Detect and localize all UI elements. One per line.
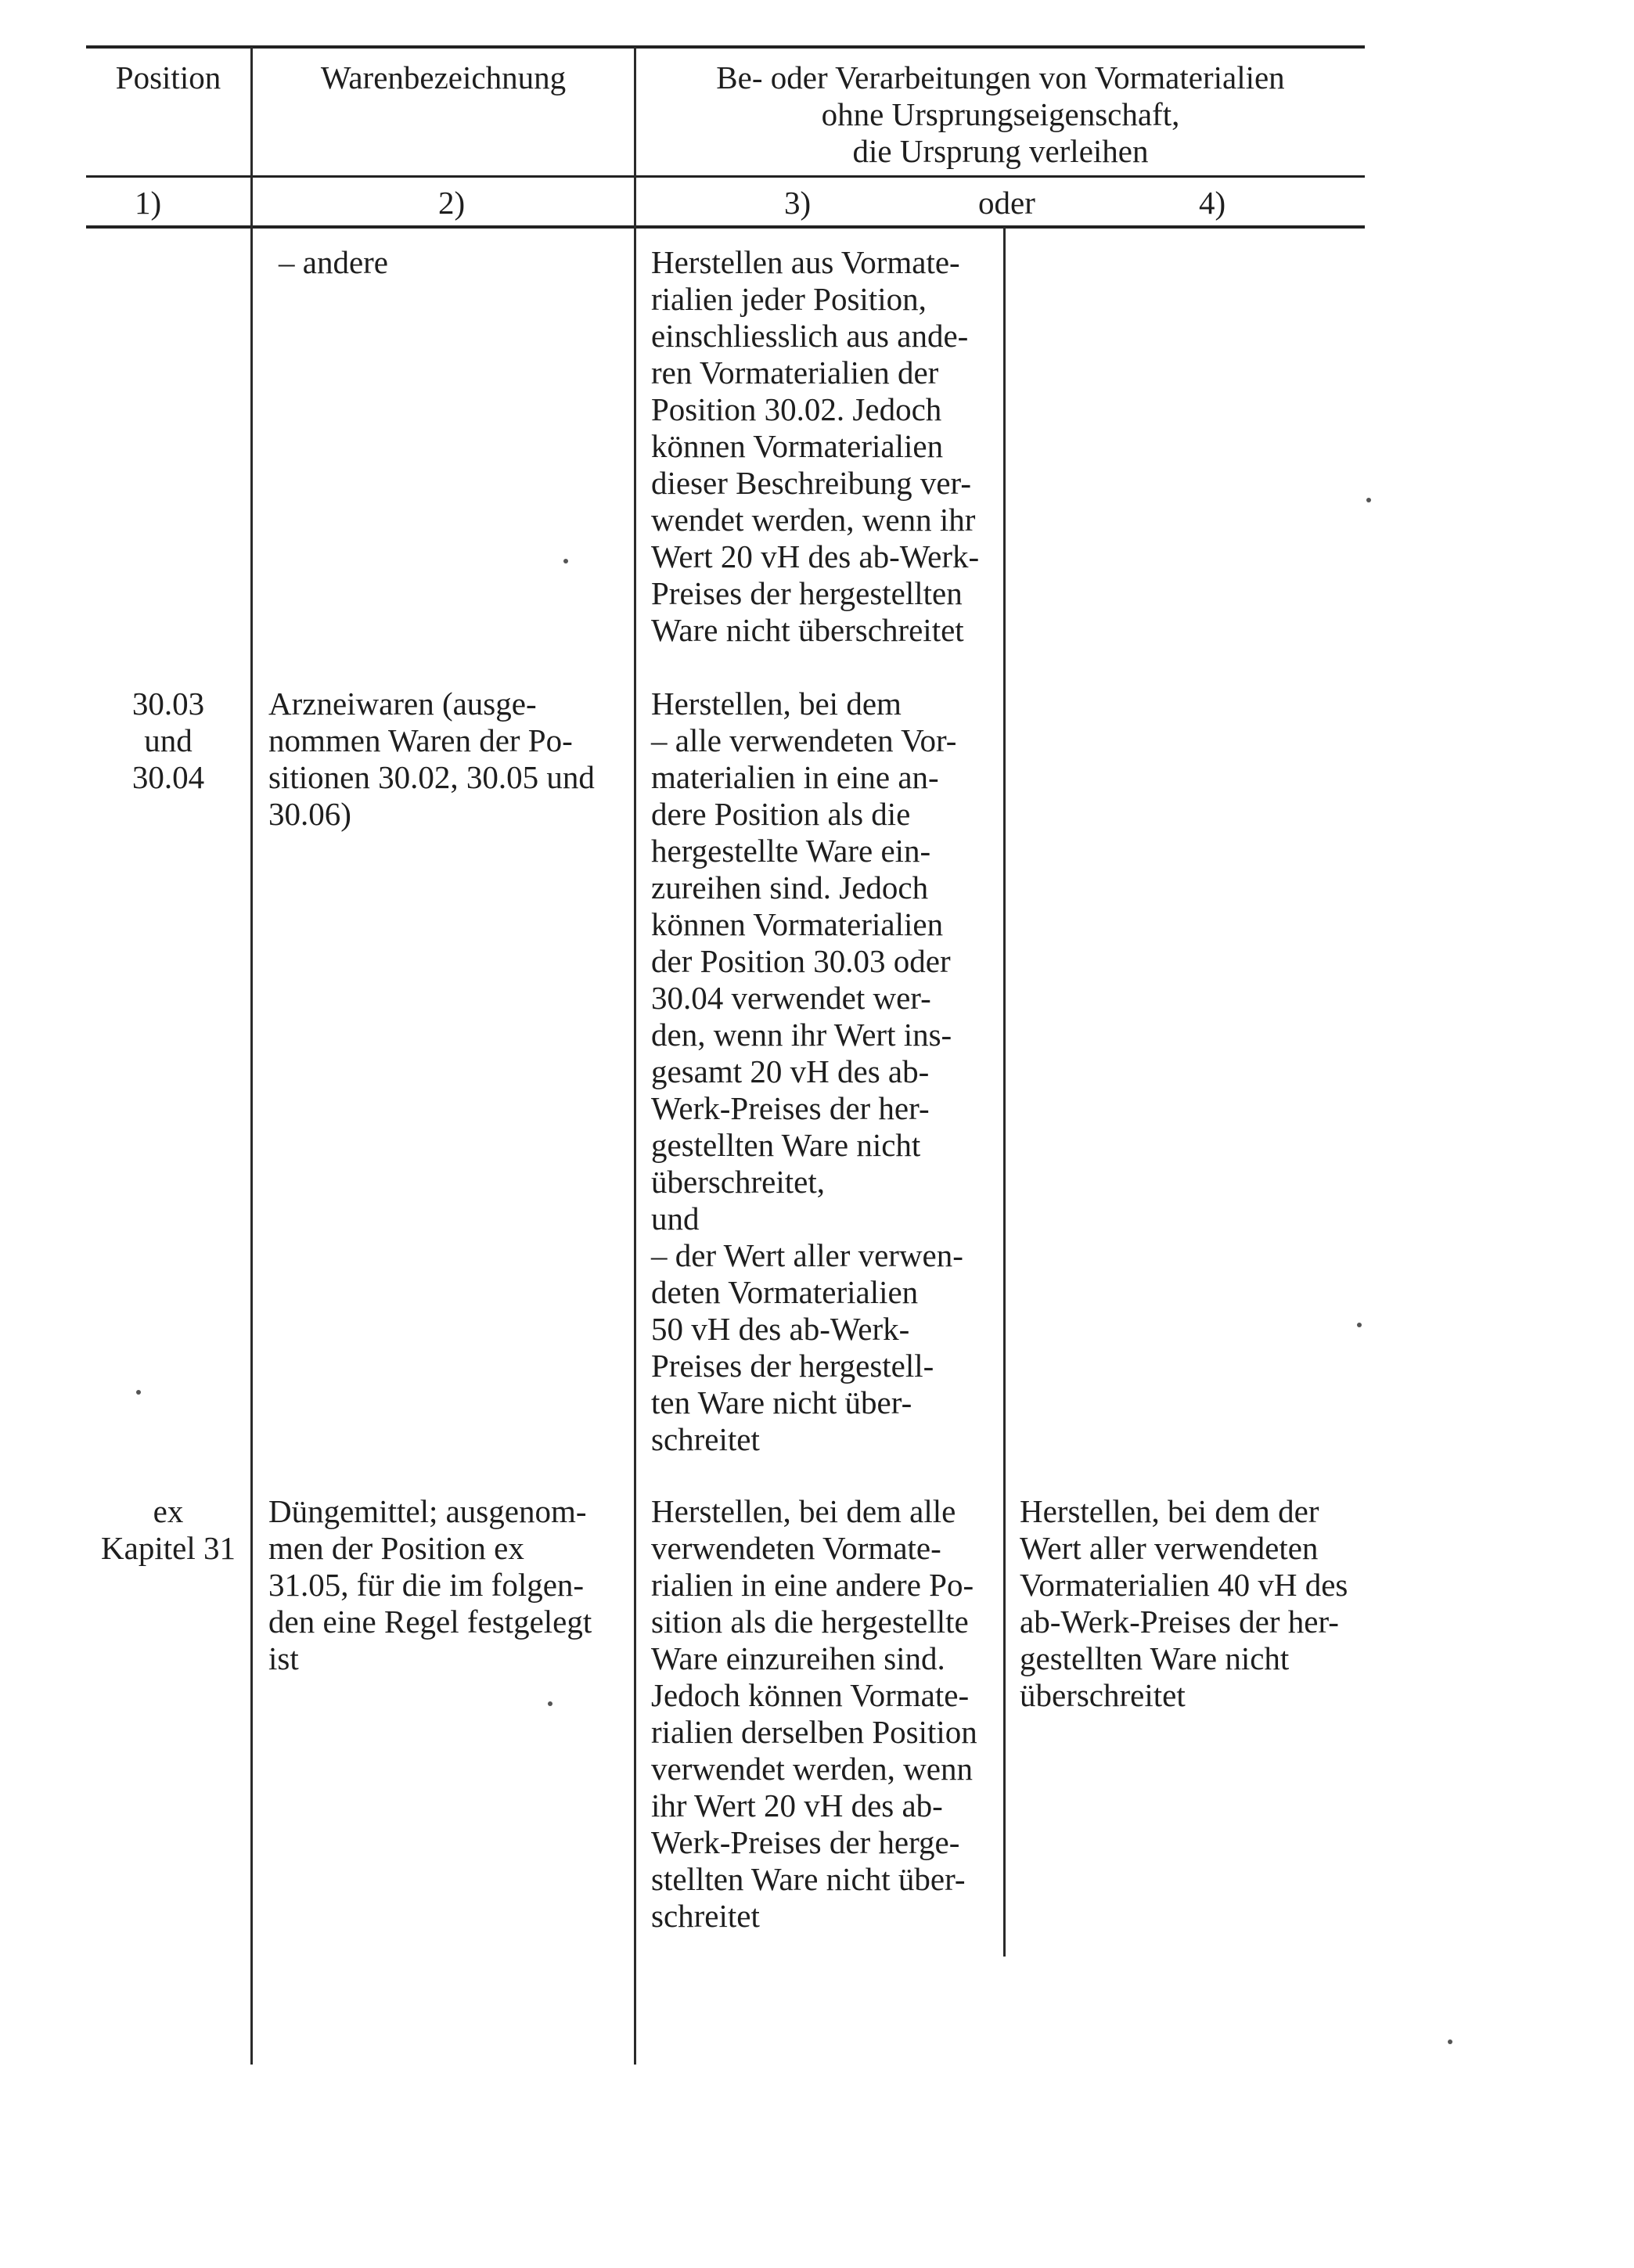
column-number-3: 3) — [784, 185, 812, 221]
row-2-rule-3: Herstellen, bei dem – alle verwendeten Vor- materialien in eine an- dere Position als die hergestellte Ware ein- zureihen sind. Jedoch können Vormaterialien der Position 30.03 oder 30.04 verwendet wer- den, wenn ihr Wert ins- gesamt 20 vH des ab- Werk-Preises der her- gestellten Ware nicht überschreitet, und – der Wert aller verwen- deten Vormaterialien 50 vH des ab-Werk- Preises der hergestell- ten Ware nicht über- schreitet — [651, 686, 963, 1457]
column-divider-3 — [1003, 227, 1006, 1957]
scan-speck — [563, 559, 568, 563]
row-3-rule-3: Herstellen, bei dem alle verwendeten Vormate- rialien in eine andere Po- sition als die hergestellte Ware einzureihen sind. Jedoch können Vormate- rialien derselben Position verwendet werden, wenn ihr Wert 20 vH des ab- Werk-Preises der herge- stellten Ware nicht über- schreitet — [651, 1493, 977, 1934]
column-number-4: 4) — [1199, 185, 1226, 221]
header-separator-rule — [86, 175, 1365, 178]
column-number-1: 1) — [135, 185, 162, 221]
scan-speck — [1357, 1323, 1362, 1327]
column-oder-label: oder — [978, 185, 1035, 221]
row-3-description: Düngemittel; ausgenom- men der Position ex 31.05, für die im folgen- den eine Regel festgelegt ist — [268, 1493, 592, 1676]
header-position: Position — [115, 59, 221, 95]
row-3-position: ex Kapitel 31 — [101, 1493, 236, 1566]
column-number-2: 2) — [438, 185, 466, 221]
column-number-separator-rule — [86, 225, 1365, 229]
scan-speck — [1448, 2039, 1452, 2044]
row-1-rule-3: Herstellen aus Vormate- rialien jeder Position, einschliesslich aus ande- ren Vormaterialien der Position 30.02. Jedoch können Vormaterialien dieser Beschreibung ver- wendet werden, wenn ihr Wert 20 vH des ab-Werk- Preises der hergestellten Ware nicht überschreitet — [651, 244, 980, 648]
column-divider-1 — [250, 47, 253, 2065]
header-verarbeitungen: Be- oder Verarbeitungen von Vormaterialien ohne Ursprungseigenschaft, die Ursprung verleihen — [716, 59, 1285, 169]
header-warenbezeichnung: Warenbezeichnung — [320, 59, 567, 95]
scan-speck — [1366, 498, 1371, 502]
row-1-description: – andere — [279, 244, 388, 280]
table-top-rule — [86, 45, 1365, 49]
row-3-rule-4: Herstellen, bei dem der Wert aller verwendeten Vormaterialien 40 vH des ab-Werk-Preises der her- gestellten Ware nicht überschreitet — [1020, 1493, 1348, 1713]
row-2-description: Arzneiwaren (ausge- nommen Waren der Po- sitionen 30.02, 30.05 und 30.06) — [268, 686, 595, 832]
row-2-position: 30.03 und 30.04 — [131, 686, 205, 795]
scan-speck — [136, 1390, 141, 1395]
column-divider-2 — [634, 47, 636, 2065]
scan-speck — [548, 1701, 552, 1706]
